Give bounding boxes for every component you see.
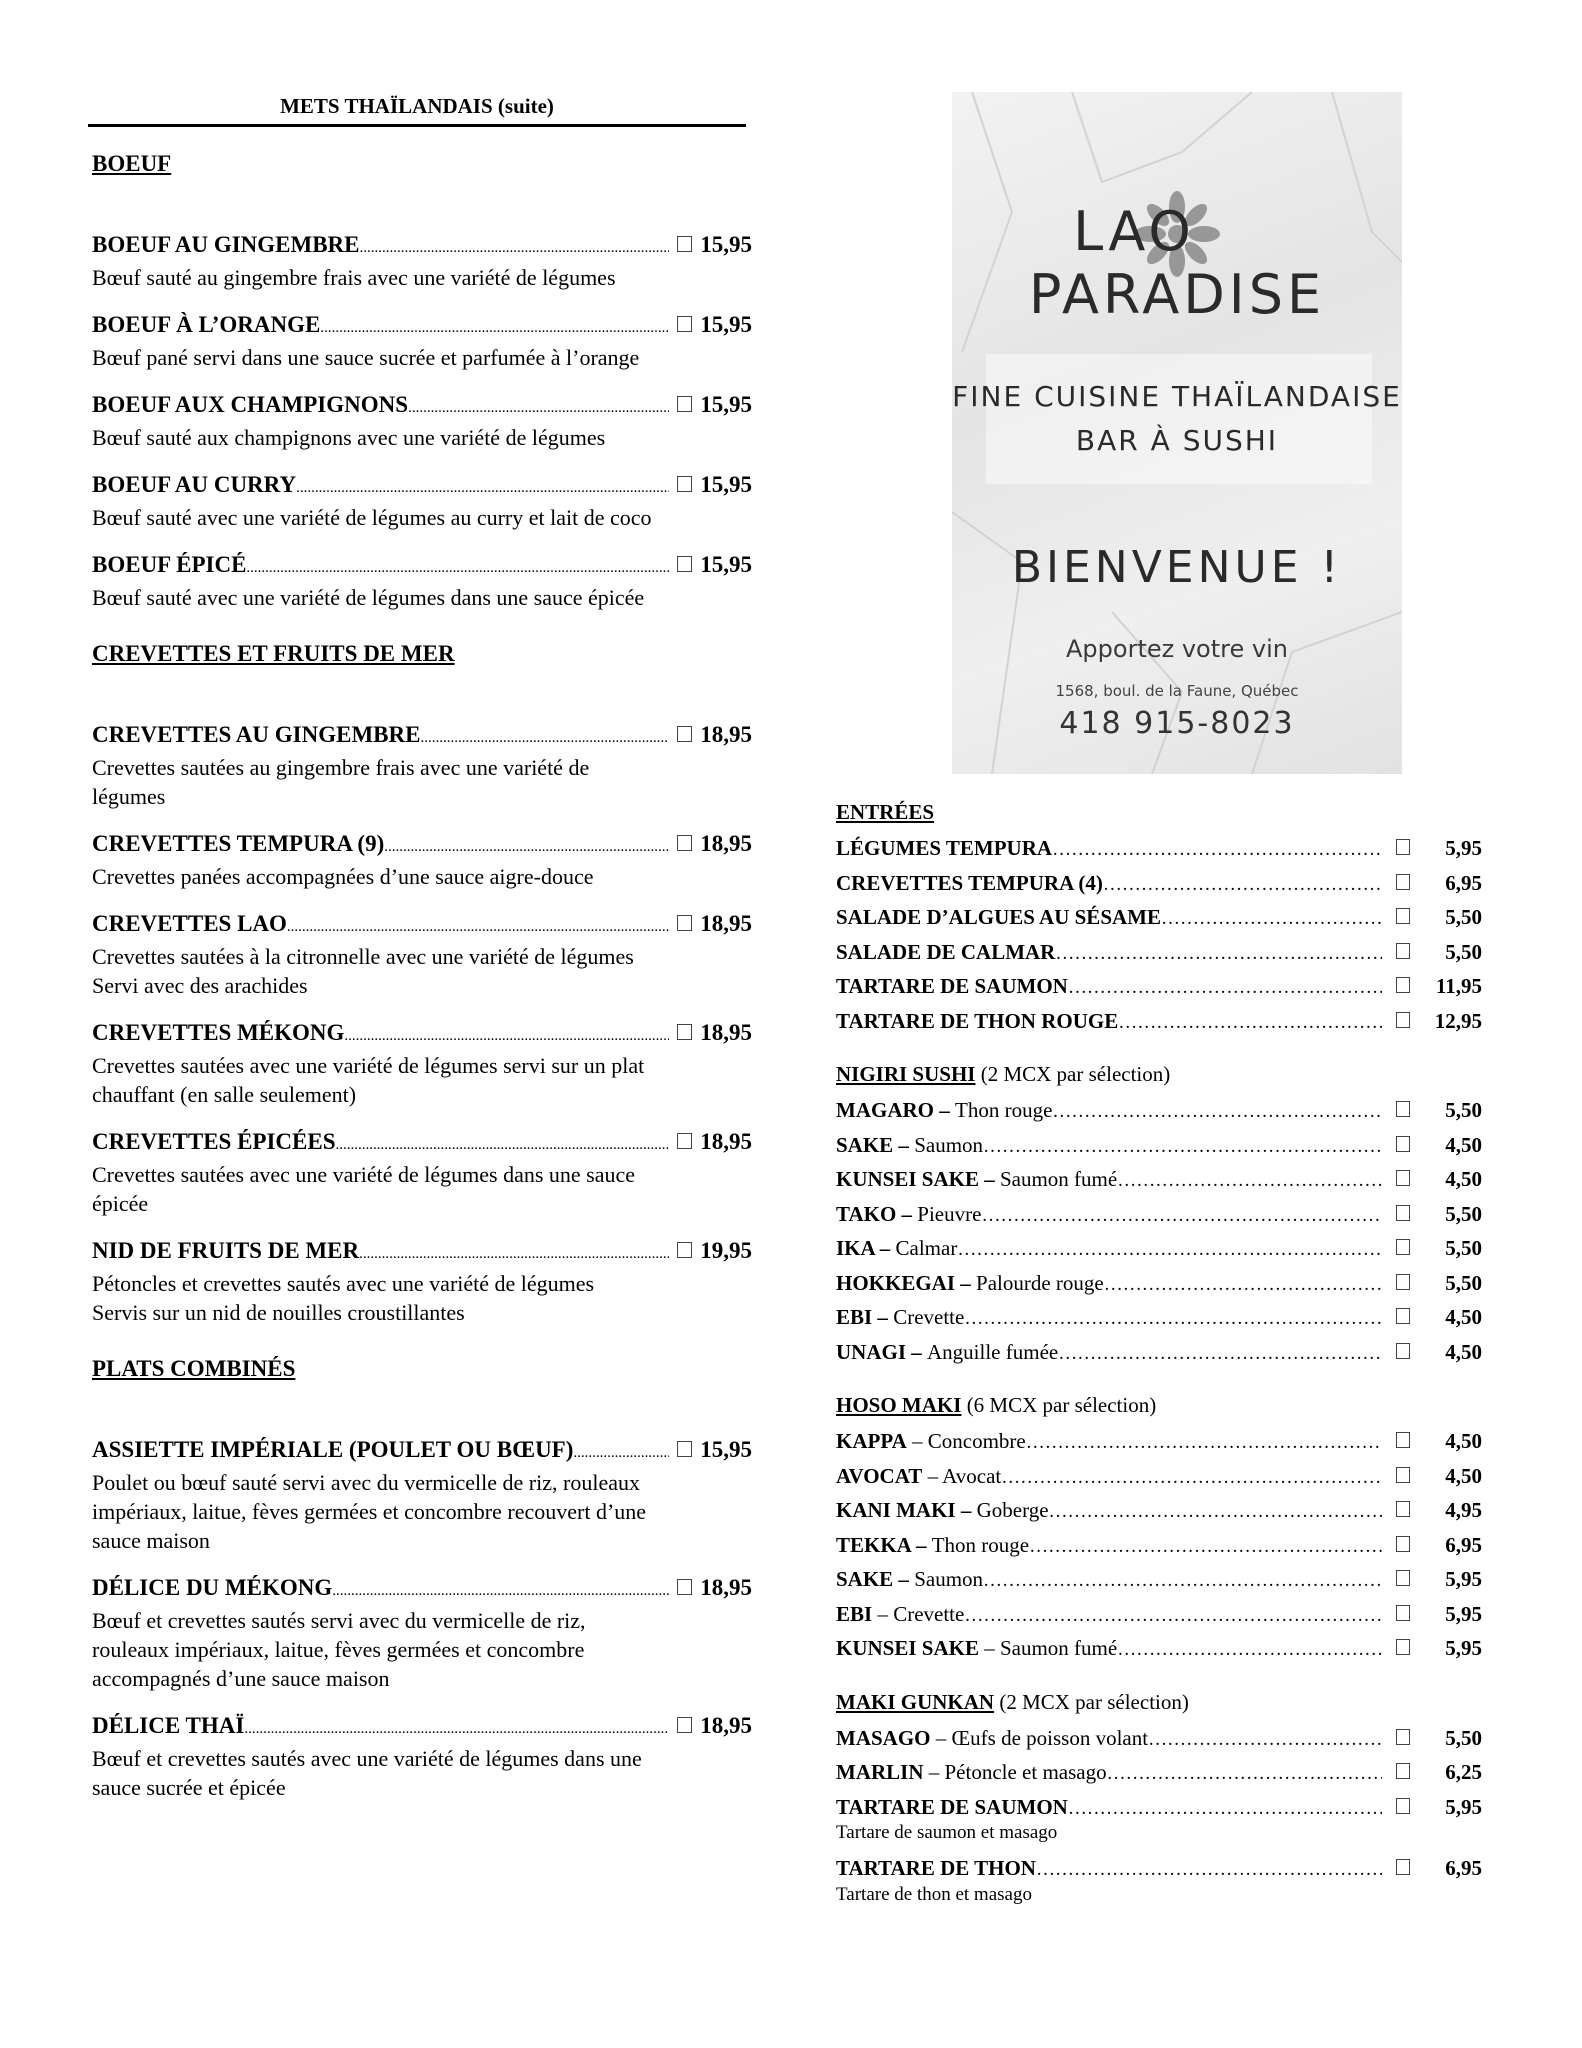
menu-item-line <box>836 901 1482 936</box>
menu-item-line <box>836 1529 1482 1564</box>
logo-address: 1568, boul. de la Faune, Québec <box>1055 682 1299 700</box>
menu-item-subtitle: – Saumon fumé <box>984 1636 1118 1660</box>
menu-item-price: 18,95 <box>700 1575 752 1600</box>
menu-item-name: HOKKEGAI – <box>836 1270 971 1295</box>
menu-item <box>92 1435 752 1555</box>
menu-item-subtitle: Thon rouge <box>931 1532 1030 1557</box>
menu-item-description: Crevettes panées accompagnées d’une sauce aigre-douce <box>92 864 594 889</box>
dot-leader <box>1026 1427 1382 1460</box>
checkbox-icon <box>1396 1763 1410 1779</box>
menu-item-line <box>92 470 752 503</box>
menu-item-line <box>836 1425 1482 1460</box>
checkbox-icon <box>677 726 692 742</box>
checkbox-icon <box>1396 1432 1410 1448</box>
menu-item-name: SAKE – <box>836 1132 909 1157</box>
section-title: NIGIRI SUSHI <box>836 1062 976 1086</box>
checkbox-icon <box>677 556 692 572</box>
menu-item-price: 6,95 <box>1445 1532 1482 1557</box>
menu-item-name: BOEUF AU CURRY <box>92 472 297 497</box>
menu-item-line <box>836 1722 1482 1757</box>
dot-leader <box>336 1130 670 1160</box>
menu-item-price: 6,25 <box>1445 1760 1482 1784</box>
logo-tagline-sushi: BAR À SUSHI <box>1075 424 1279 457</box>
section-header <box>836 1060 1482 1088</box>
menu-item-subtitle: Crevette <box>893 1305 965 1329</box>
menu-item-name: KANI MAKI – <box>836 1498 972 1522</box>
section-title: BOEUF <box>92 151 172 176</box>
menu-item-description: Servi avec des arachides <box>92 973 308 998</box>
menu-item-line <box>836 1005 1482 1040</box>
menu-item-description: sauce maison <box>92 1528 210 1553</box>
checkbox-icon <box>1396 1136 1410 1152</box>
menu-item-name: MASAGO <box>836 1725 931 1750</box>
menu-item-line <box>836 1232 1482 1267</box>
menu-item-subtitle: Saumon <box>914 1567 984 1591</box>
checkbox-icon <box>677 1133 692 1149</box>
menu-item-price: 18,95 <box>700 1020 752 1045</box>
menu-item-line <box>836 970 1482 1005</box>
menu-item-price: 5,50 <box>1445 939 1482 964</box>
menu-item-description: légumes <box>92 784 166 809</box>
dot-leader <box>344 1021 669 1051</box>
menu-item-name: NID DE FRUITS DE MER <box>92 1238 360 1263</box>
menu-item-name: BOEUF AUX CHAMPIGNONS <box>92 392 409 417</box>
section-note: (6 MCX par sélection) <box>966 1393 1157 1417</box>
menu-item-name: CREVETTES ÉPICÉES <box>92 1129 336 1154</box>
checkbox-icon <box>1396 874 1410 890</box>
dot-leader <box>983 1131 1382 1164</box>
checkbox-icon <box>677 1242 692 1258</box>
section-title: PLATS COMBINÉS <box>92 1356 296 1381</box>
menu-item <box>92 550 752 612</box>
menu-item-name: MAGARO – <box>836 1098 950 1122</box>
menu-item-price: 4,50 <box>1445 1132 1482 1157</box>
checkbox-icon <box>677 835 692 851</box>
menu-item-description: Bœuf et crevettes sautés avec une variété de légumes dans une <box>92 1746 642 1771</box>
menu-item-name: TARTARE DE SAUMON <box>836 974 1068 998</box>
menu-item-description: Bœuf et crevettes sautés servi avec du vermicelle de riz, <box>92 1608 586 1633</box>
menu-item-price: 4,50 <box>1445 1339 1482 1364</box>
menu-item-line <box>92 1711 752 1744</box>
menu-item-name: LÉGUMES TEMPURA <box>836 836 1053 860</box>
menu-item-name: TEKKA – <box>836 1532 927 1557</box>
menu-item-line <box>92 720 752 753</box>
menu-item <box>92 390 752 452</box>
menu-item-name: CREVETTES MÉKONG <box>92 1020 345 1045</box>
dot-leader <box>320 313 669 343</box>
checkbox-icon <box>677 236 692 252</box>
menu-item-description: Bœuf sauté aux champignons avec une variété de légumes <box>92 425 606 450</box>
menu-item-price: 5,95 <box>1445 1636 1482 1660</box>
menu-item-price: 5,50 <box>1445 905 1482 929</box>
menu-item-line <box>92 230 752 263</box>
dot-leader <box>964 1600 1382 1633</box>
menu-item-description: impériaux, laitue, fèves germées et concombre recouvert d’une <box>92 1499 647 1524</box>
menu-item-price: 18,95 <box>700 831 752 856</box>
checkbox-icon <box>677 1579 692 1595</box>
dot-leader <box>1104 1269 1382 1302</box>
checkbox-icon <box>1396 1859 1410 1875</box>
menu-item-name: KUNSEI SAKE – <box>836 1167 995 1191</box>
menu-item-description: Bœuf sauté avec une variété de légumes au curry et lait de coco <box>92 505 652 530</box>
menu-item-description: chauffant (en salle seulement) <box>92 1082 357 1107</box>
menu-item-line <box>836 1301 1482 1336</box>
menu-item <box>92 1573 752 1693</box>
menu-item-price: 18,95 <box>700 911 752 936</box>
menu-section <box>836 1060 1482 1370</box>
section-title: MAKI GUNKAN <box>836 1689 995 1714</box>
dot-leader <box>359 1239 669 1269</box>
menu-item-price: 4,95 <box>1445 1498 1482 1522</box>
dot-leader <box>1117 1634 1382 1667</box>
logo-brand-left: LAO <box>1073 200 1195 263</box>
menu-item-price: 5,95 <box>1445 1601 1482 1626</box>
menu-item-line <box>836 1791 1482 1826</box>
menu-item-subtitle: Anguille fumée <box>927 1339 1059 1364</box>
menu-item-name: DÉLICE THAÏ <box>92 1713 245 1738</box>
dot-leader <box>408 393 669 423</box>
menu-item-price: 4,50 <box>1445 1305 1482 1329</box>
menu-item-price: 18,95 <box>700 722 752 747</box>
menu-item-subtitle: – Pétoncle et masago <box>928 1760 1107 1784</box>
dot-leader <box>964 1303 1382 1336</box>
menu-item-line <box>92 1236 752 1269</box>
menu-item-description: Bœuf sauté au gingembre frais avec une variété de légumes <box>92 265 616 290</box>
menu-item <box>92 909 752 1000</box>
checkbox-icon <box>677 915 692 931</box>
checkbox-icon <box>1396 908 1410 924</box>
checkbox-icon <box>1396 1101 1410 1117</box>
menu-item-name: SAKE – <box>836 1567 909 1591</box>
menu-item-price: 6,95 <box>1445 1856 1482 1880</box>
menu-section <box>836 798 1482 1039</box>
menu-item-description: Crevettes sautées avec une variété de légumes servi sur un plat <box>92 1053 645 1078</box>
section-note: (2 MCX par sélection) <box>999 1689 1189 1714</box>
menu-item-price: 5,50 <box>1445 1201 1482 1226</box>
menu-item-name: EBI <box>836 1601 873 1626</box>
logo-phone: 418 915-8023 <box>1059 706 1295 741</box>
left-column <box>92 150 752 1820</box>
menu-item-line <box>836 1563 1482 1598</box>
section-header <box>836 1391 1482 1419</box>
restaurant-logo <box>952 92 1402 774</box>
menu-item-name: TARTARE DE THON ROUGE <box>836 1008 1119 1033</box>
menu-item-name: CREVETTES TEMPURA (4) <box>836 870 1103 895</box>
menu-item <box>92 1711 752 1802</box>
menu-item-line <box>836 936 1482 971</box>
menu-item-price: 6,95 <box>1445 870 1482 895</box>
checkbox-icon <box>1396 1012 1410 1028</box>
menu-item-name: IKA – <box>836 1236 891 1260</box>
checkbox-icon <box>1396 1274 1410 1290</box>
menu-item-line <box>836 1198 1482 1233</box>
menu-item <box>92 1018 752 1109</box>
dot-leader <box>246 553 669 583</box>
menu-item-subtitle: Palourde rouge <box>976 1270 1104 1295</box>
checkbox-icon <box>677 1024 692 1040</box>
dot-leader <box>1052 834 1382 867</box>
dot-leader <box>332 1576 669 1606</box>
menu-item-price: 15,95 <box>700 1437 752 1462</box>
menu-item-price: 18,95 <box>700 1713 752 1738</box>
logo-brand <box>952 200 1402 326</box>
dot-leader <box>1001 1462 1382 1495</box>
dot-leader <box>287 912 669 942</box>
menu-item-name: ASSIETTE IMPÉRIALE (POULET OU BŒUF) <box>92 1437 574 1462</box>
checkbox-icon <box>1396 1605 1410 1621</box>
menu-item-line <box>836 1598 1482 1633</box>
dot-leader <box>384 832 669 862</box>
dot-leader <box>296 473 669 503</box>
dot-leader <box>1029 1531 1382 1564</box>
checkbox-icon <box>1396 1570 1410 1586</box>
menu-item <box>92 1236 752 1327</box>
menu-item-price: 5,50 <box>1445 1270 1482 1295</box>
menu-item-line <box>836 1756 1482 1791</box>
logo-tagline-cuisine: FINE CUISINE THAÏLANDAISE <box>952 380 1402 413</box>
menu-item-line <box>92 550 752 583</box>
menu-item-name: BOEUF À L’ORANGE <box>92 312 321 337</box>
menu-item-price: 15,95 <box>700 232 752 257</box>
menu-item-subtitle: – Œufs de poisson volant <box>935 1725 1149 1750</box>
menu-item-price: 5,95 <box>1445 1794 1482 1819</box>
menu-item-description: rouleaux impériaux, laitue, fèves germées et concombre <box>92 1637 585 1662</box>
menu-item-name: DÉLICE DU MÉKONG <box>92 1575 333 1600</box>
menu-item-subtitle: Saumon <box>914 1132 984 1157</box>
menu-item-price: 4,50 <box>1445 1167 1482 1191</box>
dot-leader <box>573 1438 669 1468</box>
checkbox-icon <box>1396 1729 1410 1745</box>
dot-leader <box>1107 1758 1382 1791</box>
menu-item-name: SALADE D’ALGUES AU SÉSAME <box>836 905 1161 929</box>
dot-leader <box>244 1714 669 1744</box>
checkbox-icon <box>1396 1239 1410 1255</box>
dot-leader <box>360 233 670 263</box>
checkbox-icon <box>1396 1467 1410 1483</box>
dot-leader <box>1161 903 1382 936</box>
menu-item-line <box>92 310 752 343</box>
checkbox-icon <box>1396 1308 1410 1324</box>
section-note: (2 MCX par sélection) <box>980 1062 1171 1086</box>
checkbox-icon <box>1396 1639 1410 1655</box>
menu-item-price: 15,95 <box>700 392 752 417</box>
menu-item-name: EBI – <box>836 1305 888 1329</box>
menu-item-price: 15,95 <box>700 552 752 577</box>
menu-item-price: 11,95 <box>1435 974 1482 998</box>
section-header <box>836 1688 1482 1716</box>
menu-item-description: Poulet ou bœuf sauté servi avec du vermicelle de riz, rouleaux <box>92 1470 640 1495</box>
menu-section <box>836 1688 1482 1906</box>
menu-item-name: KAPPA <box>836 1429 907 1453</box>
dot-leader <box>981 1200 1382 1233</box>
dot-leader <box>1118 1007 1382 1040</box>
dot-leader <box>1052 1096 1382 1129</box>
menu-item-line <box>92 1018 752 1051</box>
menu-item-description: Crevettes sautées avec une variété de légumes dans une sauce <box>92 1162 636 1187</box>
menu-item-name: TARTARE DE SAUMON <box>836 1794 1068 1819</box>
menu-item-name: CREVETTES TEMPURA (9) <box>92 831 385 856</box>
menu-item-line <box>836 1129 1482 1164</box>
menu-item-name: SALADE DE CALMAR <box>836 939 1056 964</box>
menu-item-name: AVOCAT <box>836 1463 923 1488</box>
menu-item-description: Crevettes sautées au gingembre frais avec une variété de <box>92 755 590 780</box>
checkbox-icon <box>1396 943 1410 959</box>
checkbox-icon <box>1396 1536 1410 1552</box>
menu-item <box>92 470 752 532</box>
dot-leader <box>1148 1724 1382 1757</box>
menu-item <box>92 230 752 292</box>
menu-item-price: 18,95 <box>700 1129 752 1154</box>
menu-item-price: 5,95 <box>1445 836 1482 860</box>
menu-item-subtitle: – Avocat <box>927 1463 1002 1488</box>
checkbox-icon <box>1396 1501 1410 1517</box>
dot-leader <box>1055 938 1382 971</box>
checkbox-icon <box>677 1441 692 1457</box>
menu-item-subtitle: – Crevette <box>877 1601 965 1626</box>
dot-leader <box>1036 1854 1382 1887</box>
menu-item-description: Servis sur un nid de nouilles croustillantes <box>92 1300 465 1325</box>
menu-item-price: 5,50 <box>1445 1236 1482 1260</box>
dot-leader <box>1103 869 1382 902</box>
menu-item-name: BOEUF AU GINGEMBRE <box>92 232 360 257</box>
menu-item-description: Bœuf pané servi dans une sauce sucrée et parfumée à l’orange <box>92 345 640 370</box>
menu-item-description: sauce sucrée et épicée <box>92 1775 286 1800</box>
logo-panel <box>986 354 1372 484</box>
menu-item-price: 4,50 <box>1445 1429 1482 1453</box>
menu-item-line <box>836 1632 1482 1667</box>
menu-item-line <box>92 909 752 942</box>
checkbox-icon <box>1396 1170 1410 1186</box>
dot-leader <box>420 723 669 753</box>
menu-item-line <box>836 1267 1482 1302</box>
menu-item-name: CREVETTES LAO <box>92 911 287 936</box>
menu-item <box>92 1127 752 1218</box>
menu-item-name: UNAGI – <box>836 1339 922 1364</box>
menu-item-line <box>836 1460 1482 1495</box>
menu-item-description: Tartare de saumon et masago <box>836 1822 1058 1843</box>
menu-item <box>92 720 752 811</box>
menu-item-line <box>92 1435 752 1468</box>
page-title: METS THAÏLANDAIS (suite) <box>280 94 554 118</box>
menu-item-name: TAKO – <box>836 1201 913 1226</box>
menu-item-line <box>92 1573 752 1606</box>
title-divider <box>88 124 746 127</box>
checkbox-icon <box>1396 977 1410 993</box>
menu-item-description: Bœuf sauté avec une variété de légumes dans une sauce épicée <box>92 585 645 610</box>
menu-item-line <box>836 1494 1482 1529</box>
menu-item-line <box>92 829 752 862</box>
menu-item-description: accompagnés d’une sauce maison <box>92 1666 390 1691</box>
menu-item-subtitle: Calmar <box>895 1236 958 1260</box>
menu-item-line <box>92 390 752 423</box>
section-header <box>836 798 1482 826</box>
checkbox-icon <box>677 1717 692 1733</box>
checkbox-icon <box>1396 1798 1410 1814</box>
menu-item-price: 19,95 <box>700 1238 752 1263</box>
menu-item-price: 15,95 <box>700 472 752 497</box>
menu-item-price: 12,95 <box>1434 1008 1482 1033</box>
logo-welcome: BIENVENUE ! <box>1011 542 1343 593</box>
menu-item-subtitle: Pieuvre <box>917 1201 982 1226</box>
menu-item-line <box>836 1336 1482 1371</box>
checkbox-icon <box>1396 1205 1410 1221</box>
menu-item-description: Tartare de thon et masago <box>836 1883 1032 1905</box>
menu-item-name: TARTARE DE THON <box>836 1856 1036 1880</box>
dot-leader <box>1068 1793 1382 1826</box>
menu-item-subtitle: Goberge <box>976 1498 1049 1522</box>
menu-item-name: KUNSEI SAKE <box>836 1636 979 1660</box>
menu-item-price: 15,95 <box>700 312 752 337</box>
menu-item-line <box>836 867 1482 902</box>
menu-item <box>92 310 752 372</box>
menu-item-description: Crevettes sautées à la citronnelle avec une variété de légumes <box>92 944 634 969</box>
menu-item-description: Pétoncles et crevettes sautés avec une variété de légumes <box>92 1271 595 1296</box>
checkbox-icon <box>1396 839 1410 855</box>
menu-item-line <box>92 1127 752 1160</box>
menu-item-name: CREVETTES AU GINGEMBRE <box>92 722 421 747</box>
menu-item-price: 5,50 <box>1445 1098 1482 1122</box>
checkbox-icon <box>1396 1343 1410 1359</box>
dot-leader <box>1117 1165 1382 1198</box>
section-title: ENTRÉES <box>836 800 935 824</box>
dot-leader <box>957 1234 1382 1267</box>
menu-item-price: 4,50 <box>1445 1463 1482 1488</box>
menu-section <box>836 1391 1482 1667</box>
checkbox-icon <box>677 396 692 412</box>
menu-item-name: MARLIN <box>836 1760 924 1784</box>
menu-item-line <box>836 1852 1482 1887</box>
logo-bring-wine: Apportez votre vin <box>1066 635 1288 663</box>
menu-item <box>92 829 752 891</box>
menu-item-subtitle: – Concombre <box>912 1429 1026 1453</box>
dot-leader <box>983 1565 1382 1598</box>
menu-item-line <box>836 832 1482 867</box>
checkbox-icon <box>677 316 692 332</box>
menu-item-price: 5,50 <box>1445 1725 1482 1750</box>
section-title: CREVETTES ET FRUITS DE MER <box>92 641 455 666</box>
dot-leader <box>1058 1338 1382 1371</box>
menu-item-subtitle: Saumon fumé <box>999 1167 1118 1191</box>
dot-leader <box>1049 1496 1382 1529</box>
menu-item-line <box>836 1163 1482 1198</box>
logo-brand-right: PARADISE <box>1028 263 1326 326</box>
dot-leader <box>1068 972 1382 1005</box>
menu-item-name: BOEUF ÉPICÉ <box>92 552 247 577</box>
section-title: HOSO MAKI <box>836 1393 962 1417</box>
menu-item-price: 5,95 <box>1445 1567 1482 1591</box>
menu-item-description: épicée <box>92 1191 149 1216</box>
checkbox-icon <box>677 476 692 492</box>
menu-item-subtitle: Thon rouge <box>955 1098 1053 1122</box>
menu-item-line <box>836 1094 1482 1129</box>
right-column <box>836 798 1482 1927</box>
